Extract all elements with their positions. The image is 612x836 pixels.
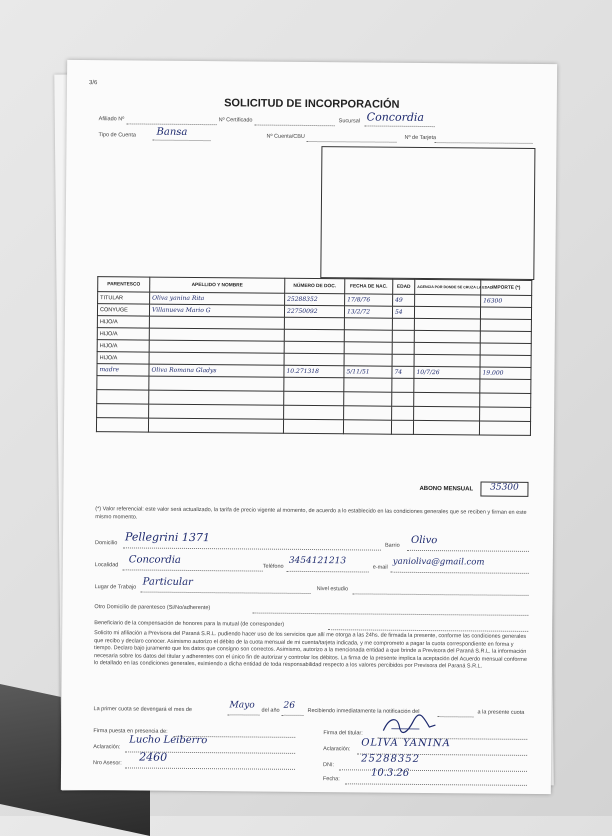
- domicilio-field: [123, 547, 381, 550]
- table-cell[interactable]: [414, 330, 480, 343]
- certificado-label: Nº Certificado: [218, 117, 253, 124]
- table-cell[interactable]: [480, 355, 531, 367]
- table-cell[interactable]: [414, 378, 480, 393]
- left-nro-value[interactable]: 2460: [139, 750, 168, 764]
- right-aclaracion-label: Aclaración:: [323, 746, 351, 753]
- right-aclaracion-value[interactable]: OLIVA YANINA: [361, 737, 451, 750]
- table-cell[interactable]: [414, 342, 480, 355]
- table-cell[interactable]: [480, 379, 531, 393]
- table-cell[interactable]: [149, 376, 284, 391]
- members-table: [96, 276, 532, 436]
- barrio-field: [407, 550, 529, 552]
- barrio-value[interactable]: Olivo: [410, 534, 438, 547]
- column-header: FECHA DE NAC.: [345, 279, 393, 294]
- right-dni-label: DNI:: [323, 762, 335, 769]
- table-cell[interactable]: [415, 294, 481, 307]
- table-cell[interactable]: [392, 378, 414, 392]
- abono-label: ABONO MENSUAL: [419, 485, 474, 493]
- table-cell[interactable]: 5/11/51: [344, 366, 392, 378]
- trabajo-value[interactable]: Particular: [142, 576, 193, 588]
- barrio-label: Barrio: [384, 542, 400, 549]
- table-cell[interactable]: [414, 306, 480, 319]
- relationship-cell: [96, 418, 148, 432]
- primer-cuota-label: La primer cuota se devengará el mes de: [93, 706, 193, 713]
- primer-cuota-check-field[interactable]: [437, 716, 473, 717]
- table-cell[interactable]: [284, 377, 344, 392]
- form-title: SOLICITUD DE INCORPORACIÓN: [224, 97, 400, 111]
- table-cell[interactable]: [392, 318, 414, 330]
- table-cell[interactable]: [284, 341, 344, 354]
- relationship-cell: [97, 390, 149, 404]
- photo-box: [320, 146, 535, 280]
- table-cell[interactable]: Oliva yanina Rita: [150, 292, 285, 305]
- table-cell[interactable]: [343, 420, 391, 434]
- right-fecha-field: [345, 783, 527, 786]
- localidad-value[interactable]: Concordia: [128, 554, 181, 566]
- localidad-label: Localidad: [94, 562, 119, 569]
- sucursal-label: Sucursal: [338, 118, 361, 125]
- table-cell[interactable]: 17/8/76: [345, 294, 393, 306]
- left-aclaracion-value[interactable]: Lucho Leiberro: [129, 734, 208, 747]
- table-cell[interactable]: [414, 318, 480, 331]
- abono-value[interactable]: 35300: [480, 481, 528, 496]
- right-dni-field: [339, 769, 527, 772]
- table-cell[interactable]: [284, 329, 344, 342]
- right-firma-label: Firma del titular:: [323, 730, 363, 737]
- table-cell[interactable]: [344, 392, 392, 406]
- cuota-label: a la presente cuota: [477, 709, 525, 716]
- table-cell[interactable]: 25288352: [285, 293, 345, 306]
- tipo-cuenta-field: [152, 140, 210, 142]
- table-cell[interactable]: [344, 330, 392, 342]
- table-cell[interactable]: [480, 393, 531, 407]
- price-note: (*) Valor referencial: este valor será actualizado, la tarifa de precio vigente al momento, de acuerdo a lo establecido en las condiciones generales que se reciben y firman en este mismo momento.: [95, 506, 527, 521]
- table-cell[interactable]: [149, 404, 284, 419]
- column-header: APELLIDO Y NOMBRE: [150, 277, 285, 293]
- table-cell[interactable]: 10.271318: [284, 365, 344, 378]
- domicilio-value[interactable]: Pellegrini 1371: [124, 530, 210, 545]
- tarjeta-label: Nº de Tarjeta: [404, 134, 437, 142]
- table-cell[interactable]: [414, 406, 480, 421]
- telefono-label: Teléfono: [262, 563, 284, 570]
- beneficiario-label: Beneficiario de la compensación de honores para la mutual (de corresponder): [94, 620, 285, 628]
- table-cell[interactable]: Oliva Romana Gladys: [149, 364, 284, 377]
- email-label: e-mail: [372, 564, 388, 571]
- trabajo-label: Lugar de Trabajo: [94, 584, 137, 591]
- primer-cuota-year[interactable]: 26: [283, 700, 296, 711]
- primer-cuota-rest: Recibiendo inmediatamente la notificación del: [307, 707, 420, 715]
- relationship-cell: HIJO/A: [97, 340, 149, 352]
- table-cell[interactable]: 74: [392, 366, 414, 378]
- relationship-cell: TITULAR: [98, 292, 150, 304]
- telefono-value[interactable]: 3454121213: [288, 555, 347, 567]
- telefono-field: [287, 571, 369, 573]
- trabajo-field: [141, 592, 311, 594]
- domicilio-label: Domicilio: [94, 540, 118, 547]
- table-cell[interactable]: [392, 330, 414, 342]
- table-cell[interactable]: [283, 419, 343, 434]
- left-nro-field: [125, 767, 295, 769]
- table-cell[interactable]: [392, 392, 414, 406]
- table-cell[interactable]: [414, 354, 480, 367]
- nivel-label: Nivel estudio: [316, 586, 349, 593]
- otro-domicilio-field[interactable]: [252, 613, 528, 616]
- right-fecha-value[interactable]: 10.3.26: [370, 767, 410, 779]
- table-cell[interactable]: [479, 421, 530, 435]
- table-cell[interactable]: [392, 342, 414, 354]
- primer-cuota-month[interactable]: Mayo: [229, 700, 255, 711]
- sucursal-value[interactable]: Concordia: [366, 110, 425, 124]
- page-number: 3/6: [88, 80, 98, 87]
- relationship-cell: HIJO/A: [97, 316, 149, 328]
- cuenta-field[interactable]: [306, 141, 396, 143]
- table-cell[interactable]: [284, 317, 344, 330]
- table-cell[interactable]: [344, 378, 392, 392]
- column-header: AGENCIA POR DONDE SE CRUZA LA EDAD: [415, 279, 481, 295]
- right-dni-value[interactable]: 25288352: [361, 753, 421, 765]
- table-row: [96, 418, 530, 436]
- table-cell[interactable]: 22750092: [284, 305, 344, 318]
- relationship-cell: [97, 376, 149, 390]
- table-cell[interactable]: [392, 406, 414, 420]
- right-fecha-label: Fecha:: [322, 776, 340, 783]
- primer-cuota-year-field: [281, 715, 303, 716]
- tipo-cuenta-value[interactable]: Bansa: [156, 126, 188, 138]
- left-nro-label: Nro Asesor:: [93, 760, 122, 767]
- column-header: PARENTESCO: [98, 277, 150, 292]
- table-cell[interactable]: 49: [393, 294, 415, 306]
- relationship-cell: CONYUGE: [97, 304, 149, 316]
- table-cell[interactable]: [344, 354, 392, 366]
- table-cell[interactable]: [480, 407, 531, 421]
- table-cell[interactable]: [480, 343, 531, 355]
- signature-scribble: [379, 713, 439, 738]
- tarjeta-field[interactable]: [434, 142, 532, 144]
- table-cell[interactable]: 54: [392, 306, 414, 318]
- table-cell[interactable]: [284, 353, 344, 366]
- afiliado-label: Afiliado Nº: [98, 116, 125, 123]
- column-header: IMPORTE (*): [481, 280, 532, 295]
- otro-domicilio-label: Otro Domicilio de parentesco (Si/No/adherente): [94, 604, 211, 612]
- cuenta-label: Nº Cuenta/CBU: [266, 133, 305, 140]
- table-cell[interactable]: 10/7/26: [414, 366, 480, 379]
- table-cell[interactable]: 13/2/72: [344, 306, 392, 318]
- table-cell[interactable]: Villanueva Mario G: [149, 304, 284, 317]
- table-cell[interactable]: 19.000: [480, 367, 531, 379]
- application-form: [61, 60, 557, 794]
- table-cell[interactable]: [480, 331, 531, 343]
- relationship-cell: HIJO/A: [97, 352, 149, 364]
- email-field: [391, 572, 529, 574]
- certificado-field[interactable]: [255, 125, 335, 127]
- table-cell[interactable]: [480, 319, 531, 331]
- table-cell[interactable]: [148, 418, 283, 433]
- primer-cuota-month-field: [227, 714, 259, 715]
- email-value[interactable]: yanioliva@gmail.com: [392, 556, 485, 568]
- table-cell[interactable]: [414, 392, 480, 407]
- table-cell[interactable]: [480, 307, 531, 319]
- table-cell[interactable]: [344, 406, 392, 420]
- table-cell[interactable]: [149, 390, 284, 405]
- relationship-cell: madre: [97, 364, 149, 376]
- left-firma-label: Firma puesta en presencia de:: [93, 728, 168, 735]
- table-cell[interactable]: 16300: [481, 295, 532, 307]
- table-cell[interactable]: [413, 420, 479, 435]
- table-cell[interactable]: [284, 405, 344, 420]
- table-cell[interactable]: [392, 354, 414, 366]
- column-header: NÚMERO DE DOC.: [285, 278, 345, 294]
- primer-cuota-year-label: del año: [261, 707, 280, 714]
- column-header: EDAD: [393, 279, 415, 294]
- left-aclaracion-label: Aclaración:: [93, 744, 121, 751]
- table-cell[interactable]: [284, 391, 344, 406]
- afiliado-field[interactable]: [127, 123, 217, 125]
- tipo-cuenta-label: Tipo de Cuenta: [98, 132, 136, 139]
- table-cell[interactable]: [391, 420, 413, 434]
- relationship-cell: HIJO/A: [97, 328, 149, 340]
- nivel-field[interactable]: [353, 593, 529, 596]
- relationship-cell: [97, 404, 149, 418]
- localidad-field: [123, 569, 263, 571]
- table-cell[interactable]: [344, 318, 392, 330]
- table-cell[interactable]: [344, 342, 392, 354]
- consent-text: Solicito mi afiliación a Previsora del Paraná S.R.L. pudiendo hacer uso de los servicios que allí me otorga a las 24hs. de firmada la presente, conforme las condiciones generales que recibo y declaro conocer. Asimismo autorizo el débito de la cuota mensual de mi cuenta/tarjeta indicada, y me comprometo a pagar la cuota correspondiente en forma y tiempo. Declaro bajo juramento que los datos que consigno son correctos. Asimismo, autorizo a la mencionada entidad a que brinde a Previsora del Paraná S.R.L. la información necesaria sobre los datos del titular y adherentes con el único fin de autorizar y controlar los débitos. La firma de la presente implica la aceptación del Acuerdo mensual conforme lo detallado en las condiciones generales, eximiendo a dicha entidad de toda responsabilidad respecto a los valores percibidos por Previsora del Paraná S.R.L.: [93, 630, 527, 670]
- sucursal-field: [365, 125, 435, 127]
